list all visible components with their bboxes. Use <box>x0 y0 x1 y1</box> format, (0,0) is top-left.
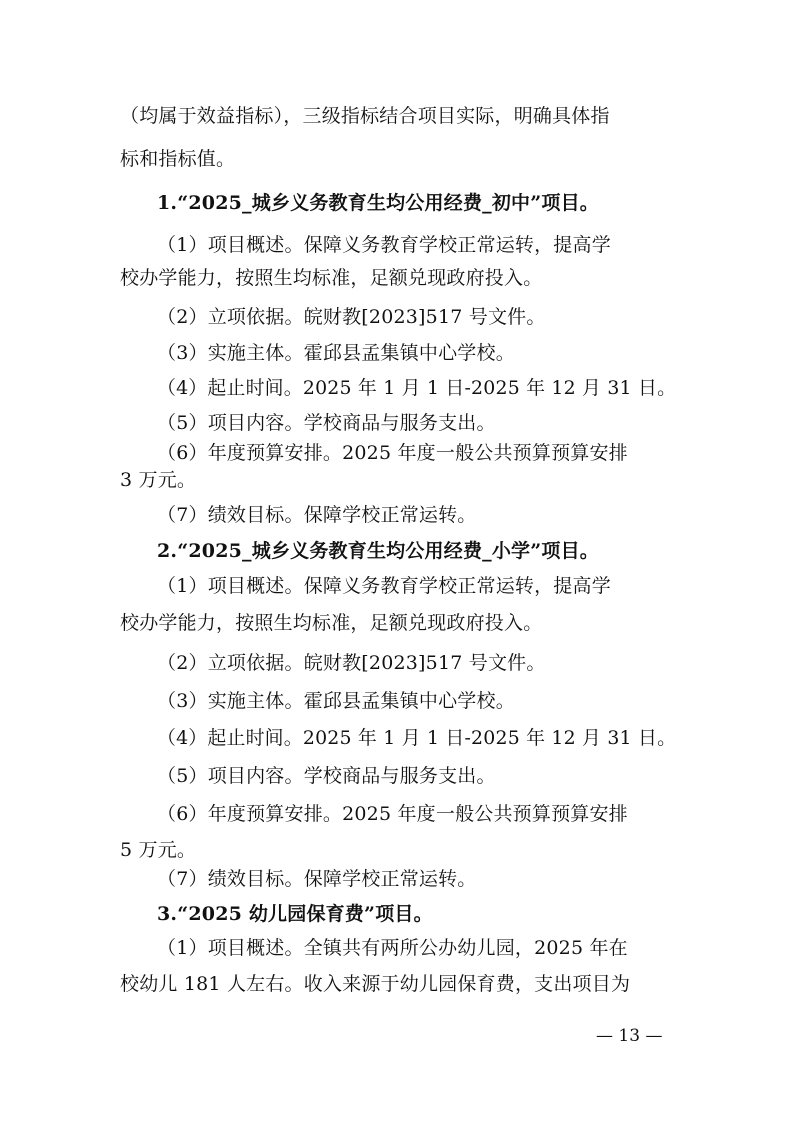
section-2-item-4: （4）起止时间。2025 年 1 月 1 日-2025 年 12 月 31 日。 <box>157 727 677 749</box>
intro-line-2: 标和指标值。 <box>120 148 236 170</box>
section-2-item-6-line-2: 5 万元。 <box>120 839 197 861</box>
section-2-item-2: （2）立项依据。皖财教[2023]517 号文件。 <box>157 652 546 674</box>
section-3-item-1-line-2: 校幼儿 181 人左右。收入来源于幼儿园保育费，支出项目为 <box>120 973 631 995</box>
section-2-item-1-line-1: （1）项目概述。保障义务教育学校正常运转，提高学 <box>157 575 611 597</box>
section-1-heading: 1.“2025_城乡义务教育生均公用经费_初中”项目。 <box>157 192 599 214</box>
section-1-item-6-line-2: 3 万元。 <box>120 469 197 491</box>
section-1-item-2: （2）立项依据。皖财教[2023]517 号文件。 <box>157 306 546 328</box>
page-number: — 13 — <box>596 1026 663 1046</box>
section-2-item-6-line-1: （6）年度预算安排。2025 年度一般公共预算预算安排 <box>157 803 628 825</box>
section-1-item-4: （4）起止时间。2025 年 1 月 1 日-2025 年 12 月 31 日。 <box>157 377 677 399</box>
section-1-item-1-line-1: （1）项目概述。保障义务教育学校正常运转，提高学 <box>157 234 611 256</box>
section-2-heading: 2.“2025_城乡义务教育生均公用经费_小学”项目。 <box>157 540 599 562</box>
section-3-heading: 3.“2025 幼儿园保育费”项目。 <box>157 903 433 925</box>
section-2-item-3: （3）实施主体。霍邱县孟集镇中心学校。 <box>157 690 515 712</box>
section-1-item-1-line-2: 校办学能力，按照生均标准，足额兑现政府投入。 <box>120 267 543 289</box>
section-1-item-3: （3）实施主体。霍邱县孟集镇中心学校。 <box>157 342 515 364</box>
section-3-item-1-line-1: （1）项目概述。全镇共有两所公办幼儿园，2025 年在 <box>157 937 628 959</box>
section-1-item-6-line-1: （6）年度预算安排。2025 年度一般公共预算预算安排 <box>157 442 628 464</box>
section-2-item-1-line-2: 校办学能力，按照生均标准，足额兑现政府投入。 <box>120 612 543 634</box>
section-2-item-5: （5）项目内容。学校商品与服务支出。 <box>157 765 496 787</box>
intro-line-1: （均属于效益指标），三级指标结合项目实际，明确具体指 <box>120 105 610 127</box>
section-1-item-5: （5）项目内容。学校商品与服务支出。 <box>157 412 496 434</box>
section-2-item-7: （7）绩效目标。保障学校正常运转。 <box>157 868 477 890</box>
section-1-item-7: （7）绩效目标。保障学校正常运转。 <box>157 504 477 526</box>
